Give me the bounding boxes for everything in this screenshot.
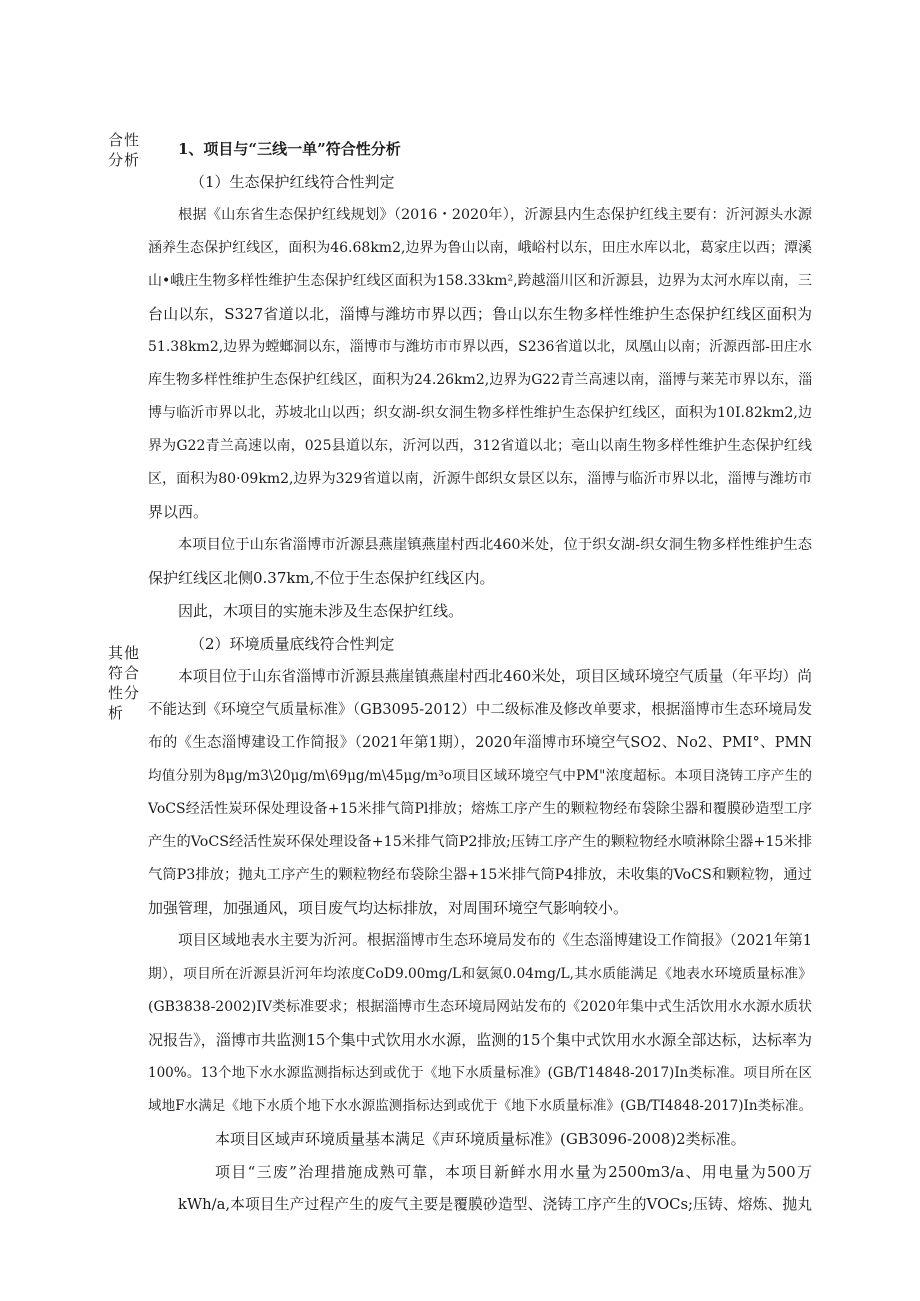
para7-line: 项目“三废”治理措施成熟可靠，本项目新鲜水用水量为2500m3/a、用电量为500万 — [215, 1163, 812, 1181]
para1-line: 库生物多样性维护生态保护红线区，面积为24.26km2,边界为G22青兰高速以南，淄博与莱芜市界以东，淄 — [148, 372, 813, 388]
para1-line: 博与临沂市界以北，苏坡北山以西；织女湖-织女洞生物多样性维护生态保护红线区，面积为10I.82km2,边 — [148, 405, 812, 421]
para1-line: 涵养生态保护红线区，面积为46.68km2,边界为鲁山以南，峨峪村以东，田庄水库以北，葛家庄以西；潭溪 — [148, 240, 812, 256]
para4-line: 气筒P3排放；抛丸工序产生的颗粒物经布袋除尘器+15米排气筒P4排放，未收集的VoCS和颗粒物，通过 — [148, 867, 812, 883]
para4-line: VoCS经活性炭环保处理设备+15米排气筒Pl排放；熔炼工序产生的颗粒物经布袋除尘器和覆膜砂造型工序 — [148, 801, 812, 817]
para3-line: 因此，木项目的实施未涉及生态保护红线。 — [178, 602, 464, 620]
para1-line: 区，面积为80·09km2,边界为329省道以南，沂源牛郎织女景区以东，淄博与临沂市界以北，淄博与潍坊市 — [148, 471, 812, 487]
para4-line: 产生的VoCS经活性炭环保处理设备+15米排气筒P2排放;压铸工序产生的颗粒物经水喷淋除尘器+15米排 — [148, 834, 812, 850]
para4-line: 布的《生态淄博建设工作简报》（2021年第1期），2020年淄博市环境空气SO2、No2、PMI°、PMN — [148, 735, 812, 751]
para2-line: 保护红线区北侧0.37km,不位于生态保护红线区内。 — [148, 569, 495, 587]
para1-line: 台山以东，S327省道以北，淄博与潍坊市界以西；鲁山以东生物多样性维护生态保护红线区面积为 — [148, 305, 812, 323]
para1-line: 根据《山东省生态保护红线规划》（2016・2020年），沂源县内生态保护红线主要有：沂河源头水源 — [178, 207, 812, 223]
para1-line: 山•峨庄生物多样性维护生态保护红线区面积为158.33km²,跨越淄川区和沂源县，边界为太河水库以南，三 — [148, 273, 812, 289]
para2-line: 本项目位于山东省淄博市沂源县燕崖镇燕崖村西北460米处，位于织女湖-织女洞生物多样性维护生态 — [178, 537, 812, 553]
para5-line: 况报告》，淄博市共监测15个集中式饮用水水源，监测的15个集中式饮用水水源全部达标，达标率为 — [148, 1031, 812, 1049]
para5-line: 100%。13个地下水水源监测指标达到或优于《地下水质量标准》(GB∕T14848-2017)In类标准。项目所在区 — [148, 1065, 812, 1081]
para1-line: 51.38km2,边界为螳螂洞以东，淄博市与潍坊市市界以西，S236省道以北，凤凰山以南；沂源西部-田庄水 — [148, 339, 812, 355]
para4-line: 加强管理，加强通风，项目废气均达标排放，对周围环境空气影响较小。 — [148, 899, 629, 917]
para7-line: kWh∕a,本项目生产过程产生的废气主要是覆膜砂造型、浇铸工序产生的VOCs;压铸、熔炼、抛丸 — [178, 1196, 812, 1213]
para5-line: 域地F水满足《地下水质个地下水水源监测指标达到或优于《地下水质量标准》(GB/TI4848-2017)In类标准。 — [148, 1098, 812, 1114]
subheading-ecological-redline: （1）生态保护红线符合性判定 — [190, 173, 395, 191]
side-label-compliance: 合性 分析 — [108, 131, 141, 169]
para5-line: (GB3838-2002)IV类标准要求；根据淄博市生态环境局网站发布的《2020年集中式生活饮用水水源水质状 — [148, 999, 812, 1015]
para4-line: 不能达到《环境空气质量标准》（GB3095-2012）中二级标准及修改单要求，根据淄博市生态环境局发 — [148, 702, 812, 718]
para5-line: 期），项目所在沂源县沂河年均浓度CoD9.00mg∕L和氨氮0.04mg∕L,其水质能满足《地表水环境质量标准》 — [148, 966, 812, 982]
para1-line: 界以西。 — [148, 503, 209, 521]
para1-line: 界为G22青兰高速以南，025县道以东，沂河以西，312省道以北；亳山以南生物多样性维护生态保护红线 — [148, 438, 812, 454]
para6-line: 本项目区域声环境质量基本满足《声环境质量标准》(GB3096-2008)2类标准。 — [215, 1130, 746, 1148]
para5-line: 项目区域地表水主要为沂河。根据淄博市生态环境局发布的《生态淄博建设工作简报》（2021年第1 — [178, 933, 812, 949]
subheading-environmental-quality: （2）环境质量底线符合性判定 — [190, 635, 395, 653]
para4-line: 均值分别为8μg∕m3\20μg∕m\69μg∕m\45μg∕m³o项目区域环境空气中PM"浓度超标。本项目浇铸工序产生的 — [148, 768, 812, 784]
side-label-other-compliance: 其他 符合 性分 析 — [108, 644, 141, 722]
section-heading: 1、项目与“三线一单”符合性分析 — [178, 140, 401, 158]
para4-line: 本项目位于山东省淄博市沂源县燕崖镇燕崖村西北460米处，项目区域环境空气质量（年平均）尚 — [178, 668, 812, 685]
